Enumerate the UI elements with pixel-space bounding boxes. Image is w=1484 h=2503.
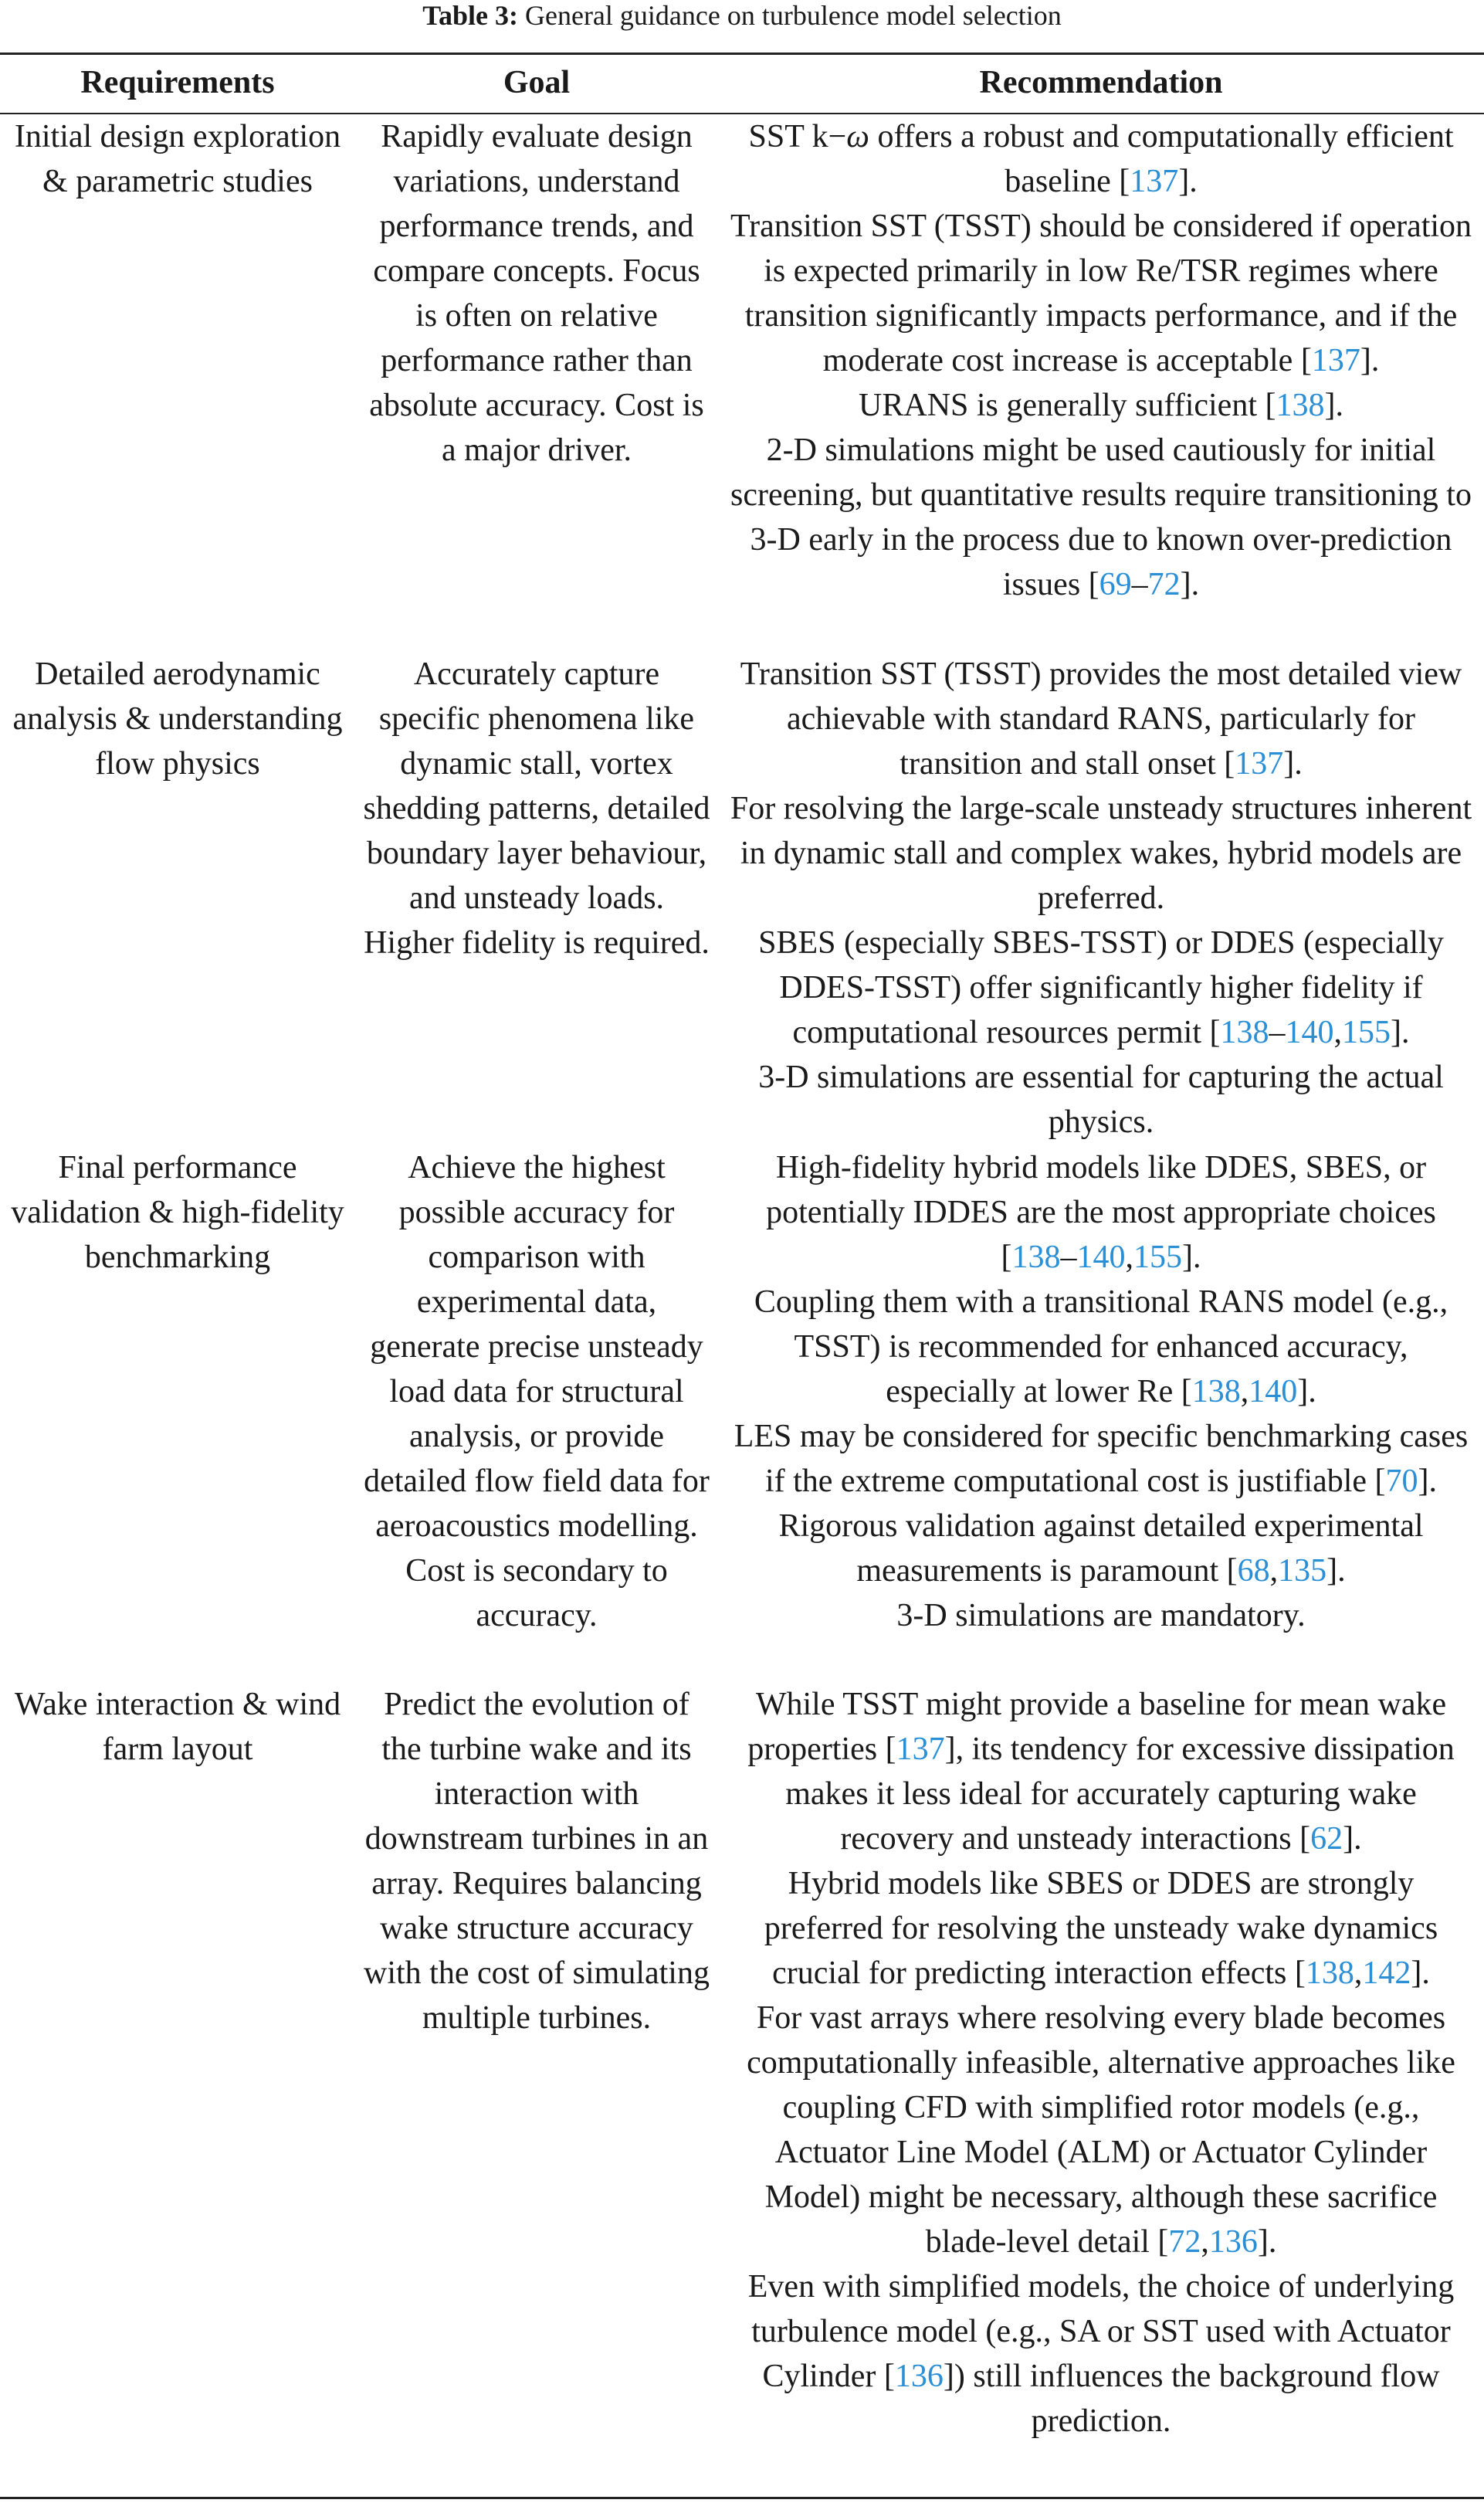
reference-link[interactable]: 138 [1191, 1374, 1241, 1409]
recommendation-text: ]. [1326, 1553, 1346, 1589]
recommendation-text: ]. [1418, 1463, 1438, 1499]
recommendation-paragraph [726, 1504, 1476, 1593]
recommendation-text: offers a robust and computationally efficient baseline [ [869, 119, 1454, 199]
table-caption [0, 0, 1484, 31]
guidance-table [0, 53, 1484, 2499]
recommendation-text: ]. [1411, 1955, 1430, 1991]
recommendation-paragraph [726, 786, 1476, 921]
recommendation-paragraph [726, 383, 1476, 428]
recommendation-text: URANS is generally sufficient [ [859, 388, 1276, 423]
header-requirements: Requirements [80, 65, 275, 100]
reference-link[interactable]: 140 [1285, 1015, 1334, 1050]
recommendation-cell [726, 1682, 1476, 2444]
reference-link[interactable]: 138 [1305, 1955, 1354, 1991]
reference-link[interactable]: 155 [1341, 1015, 1391, 1050]
reference-link[interactable]: 135 [1278, 1553, 1327, 1589]
recommendation-text: ], its tendency for excessive dissipation makes it less ideal for accurately capturing wake recovery and unsteady interactions [ [785, 1731, 1455, 1857]
reference-link[interactable]: 138 [1011, 1240, 1061, 1275]
reference-link[interactable]: 68 [1237, 1553, 1270, 1589]
recommendation-text: For vast arrays where resolving every blade becomes computationally infeasible, alternative approaches like coupling CFD with simplified rotor models (e.g., Actuator Line Model (ALM) or Actuator Cylinder Model) might be necessary, although these sacrifice blade-level detail [ [747, 2000, 1455, 2260]
reference-link[interactable]: 137 [896, 1731, 945, 1767]
reference-link[interactable]: 140 [1076, 1240, 1126, 1275]
recommendation-cell [726, 1145, 1476, 1638]
reference-link[interactable]: 138 [1220, 1015, 1269, 1050]
reference-link[interactable]: 137 [1311, 343, 1360, 378]
recommendation-paragraph [726, 2264, 1476, 2444]
recommendation-text: Transition SST (TSST) should be considered if operation is expected primarily in low Re/TSR regimes where transition significantly impacts performance, and if the moderate cost increase is acceptable [ [730, 209, 1472, 378]
reference-link[interactable]: 155 [1133, 1240, 1182, 1275]
goal-cell: Rapidly evaluate design variations, understand performance trends, and compare concepts. Focus is often on relative performance rather than absolute accuracy. Cost is a major driver. [369, 119, 704, 468]
reference-link[interactable]: 142 [1362, 1955, 1411, 1991]
reference-link[interactable]: 138 [1276, 388, 1325, 423]
recommendation-text: – [1131, 567, 1148, 602]
caption-text: General guidance on turbulence model selection [517, 0, 1062, 31]
recommendation-text: , [1240, 1374, 1249, 1409]
reference-link[interactable]: 72 [1147, 567, 1181, 602]
recommendation-text: 3-D simulations are essential for capturing the actual physics. [758, 1060, 1444, 1140]
recommendation-text: ]. [1182, 1240, 1201, 1275]
recommendation-paragraph [726, 921, 1476, 1055]
recommendation-paragraph [726, 1055, 1476, 1145]
recommendation-text: ]. [1343, 1821, 1362, 1857]
reference-link[interactable]: 137 [1130, 164, 1179, 199]
recommendation-paragraph [726, 1414, 1476, 1504]
recommendation-text: LES may be considered for specific benchmarking cases if the extreme computational cost is justifiable [ [734, 1419, 1469, 1499]
recommendation-paragraph [726, 204, 1476, 383]
recommendation-text: ]. [1297, 1374, 1316, 1409]
recommendation-paragraph [726, 1996, 1476, 2264]
header-goal: Goal [503, 65, 571, 100]
recommendation-text: , [1333, 1015, 1342, 1050]
recommendation-text: Transition SST (TSST) provides the most detailed view achievable with standard RANS, particularly for transition and stall onset [ [740, 656, 1462, 782]
recommendation-text: ]. [1360, 343, 1380, 378]
recommendation-text: ]. [1324, 388, 1343, 423]
recommendation-text: SST k− [748, 119, 847, 154]
recommendation-text: Rigorous validation against detailed experimental measurements is paramount [ [778, 1508, 1424, 1589]
table-bottom-rule [0, 2497, 1484, 2499]
requirement-cell: Wake interaction & wind farm layout [14, 1687, 341, 1767]
recommendation-text: ]. [1283, 746, 1303, 782]
recommendation-text: , [1201, 2224, 1209, 2260]
reference-link[interactable]: 137 [1235, 746, 1284, 782]
reference-link[interactable]: 140 [1249, 1374, 1298, 1409]
reference-link[interactable]: 136 [894, 2359, 944, 2394]
recommendation-text: Hybrid models like SBES or DDES are strongly preferred for resolving the unsteady wake dynamics crucial for predicting interaction effects [ [764, 1866, 1438, 1991]
recommendation-text: High-fidelity hybrid models like DDES, SBES, or potentially IDDES are the most appropriate choices [ [766, 1150, 1436, 1275]
recommendation-paragraph [726, 1682, 1476, 1861]
recommendation-cell [726, 652, 1476, 1145]
recommendation-text: For resolving the large-scale unsteady structures inherent in dynamic stall and complex wakes, hybrid models are preferred. [730, 791, 1472, 916]
recommendation-paragraph [726, 652, 1476, 786]
recommendation-text: , [1269, 1553, 1279, 1589]
recommendation-paragraph [726, 428, 1476, 607]
recommendation-text: ]. [1390, 1015, 1410, 1050]
reference-link[interactable]: 62 [1310, 1821, 1343, 1857]
recommendation-text: ]. [1178, 164, 1198, 199]
recommendation-text: While TSST might provide a baseline for mean wake properties [ [747, 1687, 1447, 1767]
goal-cell: Accurately capture specific phenomena like dynamic stall, vortex shedding patterns, detailed boundary layer behaviour, and unsteady loads. Higher fidelity is required. [363, 656, 710, 961]
recommendation-text: ]. [1180, 567, 1200, 602]
recommendation-paragraph [726, 1861, 1476, 1996]
requirement-cell: Final performance validation & high-fidelity benchmarking [11, 1150, 344, 1275]
recommendation-text: 2-D simulations might be used cautiously for initial screening, but quantitative results require transitioning to 3-D early in the process due to known over-prediction issues [ [730, 432, 1472, 602]
recommendation-text: 3-D simulations are mandatory. [896, 1598, 1306, 1633]
recommendation-text: – [1269, 1015, 1286, 1050]
recommendation-text: SBES (especially SBES-TSST) or DDES (especially DDES-TSST) offer significantly higher fidelity if computational resources permit [ [758, 925, 1444, 1050]
omega-symbol: ω [846, 119, 869, 154]
reference-link[interactable]: 72 [1168, 2224, 1201, 2260]
recommendation-text: , [1354, 1955, 1363, 1991]
recommendation-text: Coupling them with a transitional RANS model (e.g., TSST) is recommended for enhanced accuracy, especially at lower Re [ [754, 1284, 1448, 1409]
requirement-cell: Initial design exploration & parametric studies [14, 119, 341, 199]
goal-cell: Predict the evolution of the turbine wake and its interaction with downstream turbines in an array. Requires balancing wake structure accuracy with the cost of simulating multiple turbines. [364, 1687, 710, 2036]
recommendation-text: – [1060, 1240, 1077, 1275]
recommendation-paragraph [726, 1145, 1476, 1280]
reference-link[interactable]: 70 [1385, 1463, 1418, 1499]
recommendation-paragraph [726, 1280, 1476, 1414]
requirement-cell: Detailed aerodynamic analysis & understanding flow physics [12, 656, 343, 782]
recommendation-text: ]. [1257, 2224, 1277, 2260]
reference-link[interactable]: 69 [1099, 567, 1132, 602]
recommendation-text: ]) still influences the background flow prediction. [943, 2359, 1440, 2439]
reference-link[interactable]: 136 [1208, 2224, 1258, 2260]
recommendation-cell [726, 114, 1476, 607]
header-recommendation: Recommendation [979, 65, 1223, 100]
caption-label: Table 3: [422, 0, 518, 31]
recommendation-text: Even with simplified models, the choice of underlying turbulence model (e.g., SA or SST used with Actuator Cylinder [ [747, 2269, 1455, 2394]
recommendation-paragraph [726, 114, 1476, 204]
goal-cell: Achieve the highest possible accuracy for comparison with experimental data, generate precise unsteady load data for structural analysis, or provide detailed flow field data for aeroacoustics modelling. Cost is secondary to accuracy. [364, 1150, 710, 1633]
recommendation-text: , [1125, 1240, 1133, 1275]
recommendation-paragraph [726, 1593, 1476, 1638]
